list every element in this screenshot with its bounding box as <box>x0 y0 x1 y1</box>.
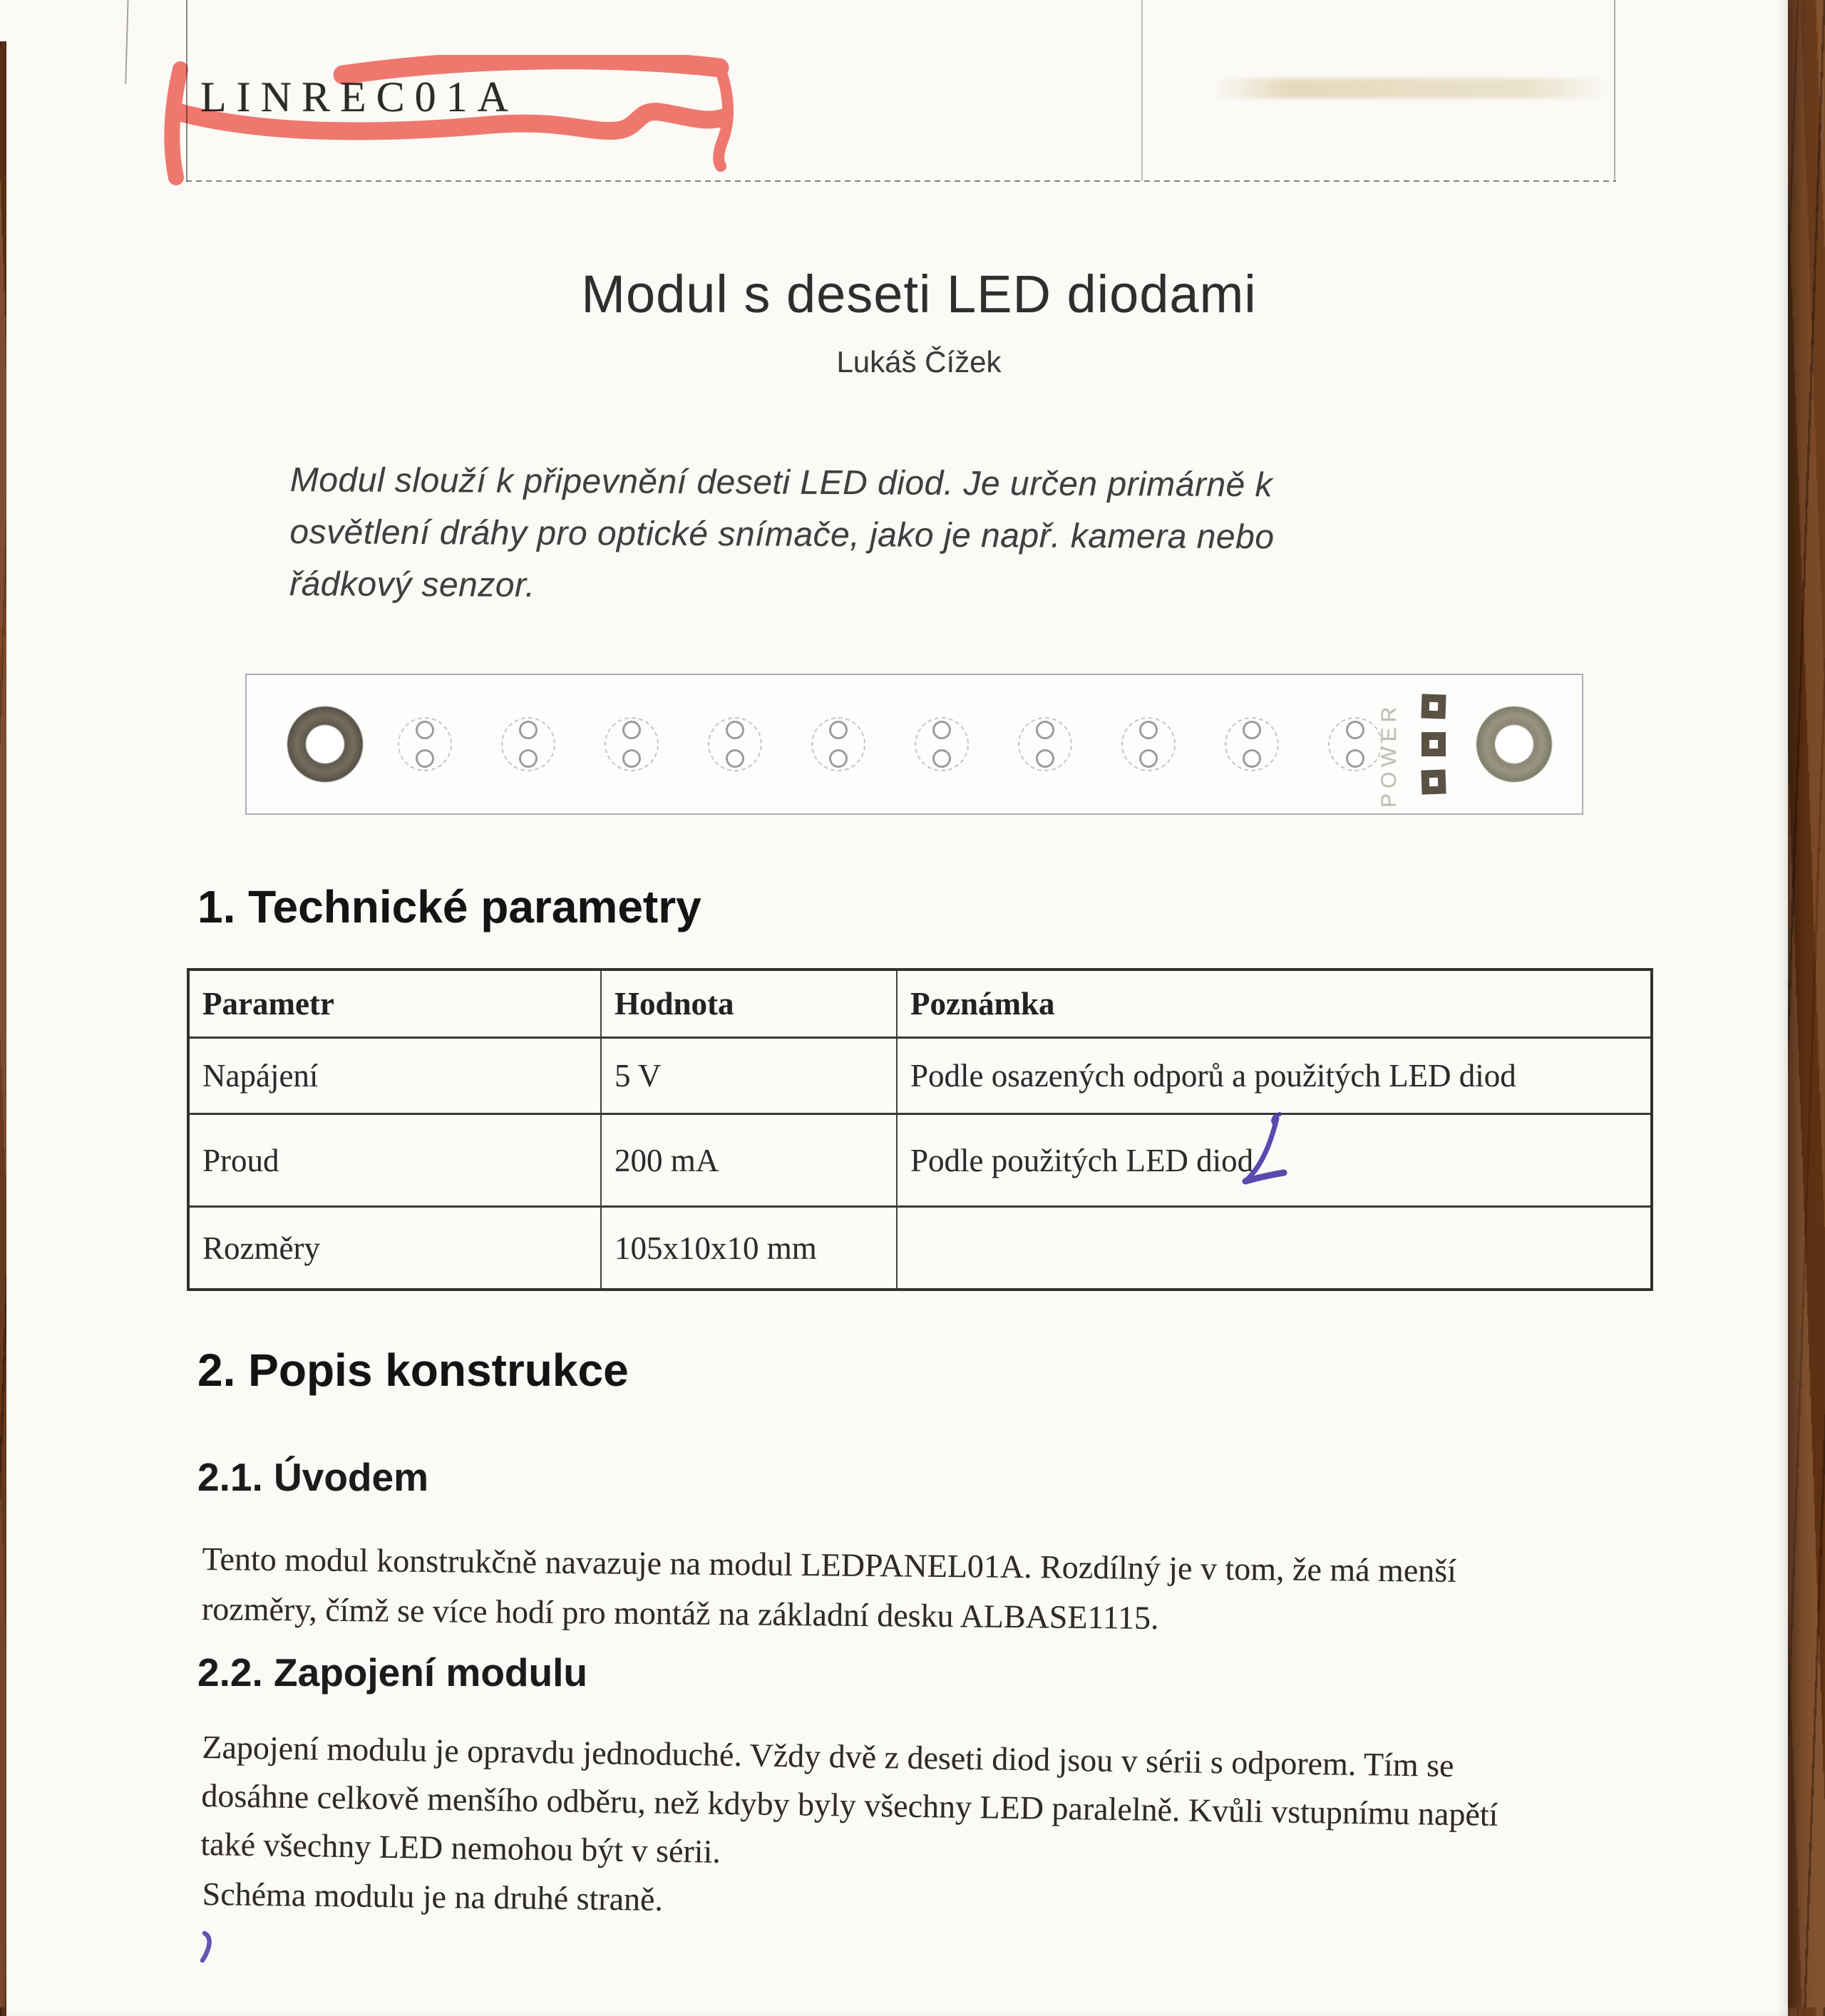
mounting-hole-right <box>1475 705 1553 783</box>
paragraph-line: rozměry, čímž se více hodí pro montáž na základní desku ALBASE1115. <box>201 1590 1159 1636</box>
form-border-middle <box>1141 0 1143 181</box>
table-header-cell: Hodnota <box>600 971 896 1037</box>
table-row <box>190 1205 1650 1288</box>
led-pad <box>1139 721 1158 739</box>
table-cell: Proud <box>202 1142 279 1178</box>
page-corner-line <box>125 0 129 84</box>
table-header-cell: Poznámka <box>896 971 1650 1037</box>
table-cell: 105x10x10 mm <box>600 1208 896 1288</box>
page-author: Lukáš Čížek <box>836 345 1002 379</box>
led-footprint <box>398 717 452 771</box>
led-pad <box>829 749 848 768</box>
table-cell: 5 V <box>600 1039 896 1113</box>
table-row <box>190 1113 1650 1205</box>
led-footprint <box>915 717 969 771</box>
paragraph-zapojeni <box>200 1723 1499 1888</box>
led-pad <box>932 749 951 768</box>
led-footprint <box>1121 717 1176 771</box>
led-footprint <box>708 717 762 771</box>
red-marker-annotation <box>163 55 748 205</box>
parameters-table <box>187 968 1653 1291</box>
table-cell: Podle osazených odporů a použitých LED diod <box>896 1039 1650 1113</box>
table-row <box>190 1037 1650 1113</box>
led-footprint <box>1225 717 1279 771</box>
led-pad <box>829 721 848 739</box>
paragraph-line: také všechny LED nemohou být v sérii. <box>200 1825 721 1870</box>
abstract <box>289 454 1502 617</box>
section-1-heading: 1. Technické parametry <box>197 881 701 932</box>
led-footprint <box>501 717 555 771</box>
paragraph-line: Tento modul konstrukčně navazuje na modul LEDPANEL01A. Rozdílný je v tom, že má menší <box>202 1540 1457 1589</box>
module-code-stamp: LINREC01A <box>200 73 518 120</box>
led-pad <box>416 721 434 739</box>
led-pad <box>1036 721 1054 739</box>
led-footprint <box>811 717 865 771</box>
abstract-line: řádkový senzor. <box>289 565 535 605</box>
table-cell: Rozměry <box>202 1230 320 1266</box>
led-pad <box>1346 721 1364 739</box>
led-pad <box>1243 749 1261 768</box>
led-pad <box>1346 749 1364 768</box>
led-footprint <box>1018 717 1072 771</box>
led-pad <box>519 749 538 768</box>
led-pad <box>1139 749 1158 768</box>
led-pad <box>622 749 641 768</box>
form-border-right <box>1614 0 1615 181</box>
paragraph-line: Zapojení modulu je opravdu jednoduché. Vždy dvě z deseti diod jsou v sérii s odporem. Tím se <box>202 1728 1454 1784</box>
pcb-figure <box>245 674 1583 815</box>
table-cell: 200 mA <box>600 1115 896 1205</box>
table-cell: Podle použitých LED diod <box>896 1115 1650 1205</box>
power-silkscreen-label: POWER <box>1377 701 1401 808</box>
paragraph-uvodem <box>202 1534 1457 1646</box>
led-pad <box>416 749 434 768</box>
faded-print-smudge <box>1211 78 1610 98</box>
led-footprint <box>605 717 659 771</box>
led-pad <box>932 721 951 739</box>
table-cell <box>896 1208 1650 1288</box>
abstract-line: Modul slouží k připevnění deseti LED diod. Je určen primárně k <box>289 461 1273 505</box>
paragraph-line: dosáhne celkově menšího odběru, než kdyby byly všechny LED paralelně. Kvůli vstupnímu napětí <box>201 1776 1498 1833</box>
handwritten-pen-mark <box>199 1929 215 1965</box>
connector-pad <box>1421 769 1446 794</box>
section-2-1-heading: 2.1. Úvodem <box>197 1455 429 1499</box>
table-cell: Napájení <box>202 1058 319 1094</box>
led-pad <box>726 721 744 739</box>
led-pad <box>622 721 641 739</box>
table-header-cell: Parametr <box>202 986 334 1022</box>
led-footprint <box>1328 717 1382 771</box>
led-pad <box>519 721 538 739</box>
scanned-page <box>6 0 1788 2016</box>
section-2-heading: 2. Popis konstrukce <box>197 1344 629 1396</box>
table-header-row <box>190 971 1650 1037</box>
abstract-line: osvětlení dráhy pro optické snímače, jako je např. kamera nebo <box>289 513 1275 557</box>
page-title: Modul s deseti LED diodami <box>581 264 1257 324</box>
underlying-sheet-corner <box>0 0 23 41</box>
paragraph-schema: Schéma modulu je na druhé straně. <box>202 1876 664 1918</box>
led-pad <box>1243 721 1261 739</box>
section-2-2-heading: 2.2. Zapojení modulu <box>197 1650 587 1694</box>
handwritten-checkmark <box>1218 1109 1311 1194</box>
connector-pad <box>1422 732 1446 756</box>
led-pad <box>1036 749 1054 768</box>
led-pad <box>726 749 744 768</box>
connector-pad <box>1421 694 1446 719</box>
